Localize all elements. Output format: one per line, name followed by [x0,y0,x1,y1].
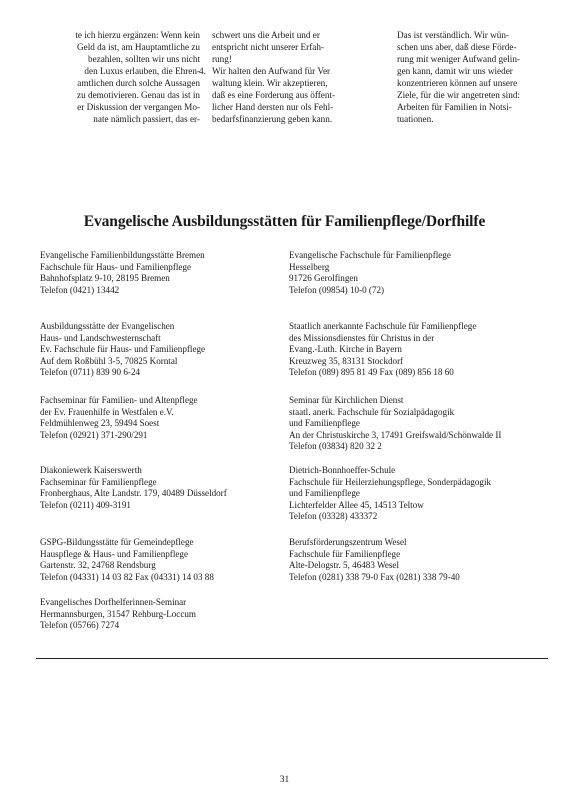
text-column-1 [50,29,200,125]
text-line: Ziele, für die wir angetreten sind: [397,90,520,100]
entry-line: Lichterfelder Allee 45, 14513 Teltow [289,499,424,510]
address-entry-2 [289,250,451,296]
text-line: Arbeiten für Familien in Notsi- [397,102,512,112]
entry-line: Telefon (05766) 7274 [40,620,120,630]
address-entry-7 [40,465,227,511]
entry-line: Telefon (0281) 338 79-0 Fax (0281) 338 79-40 [289,571,460,582]
address-entry-1 [40,250,205,296]
text-column-3 [397,29,545,125]
entry-line: Telefon (0421) 13442 [40,284,120,295]
text-line: Geld da ist, am Hauptamtliche zu [77,42,200,52]
text-line: daß es eine Forderung aus öffent- [212,90,336,100]
text-line: tuationen. [397,114,434,124]
entry-line: Ausbildungsstätte der Evangelischen [40,321,175,331]
entry-line: Diakoniewerk Kaiserswerth [40,465,142,475]
text-line: licher Hand dersten nur ols Fehl- [212,102,334,112]
text-line: waltung klein. Wir akzeptieren, [212,78,328,88]
text-line: er Diskussion der vergangen Mo- [77,102,200,112]
entry-line: Evangelische Fachschule für Familienpflege [289,250,451,260]
entry-line: Auf dem Roßbühl 3-5, 70825 Korntal [40,355,178,366]
entry-line: Hermannsburgen, 31547 Rehburg-Loccum [40,608,196,619]
text-line: den Luxus erlauben, die Ehren- [84,66,200,76]
entry-line: Hesselberg [289,261,330,272]
entry-line: Telefon (03834) 820 32 2 [289,441,382,451]
entry-line: des Missionsdienstes für Christus in der [289,332,435,343]
address-entry-5 [40,395,198,441]
address-entry-9 [40,537,214,583]
text-line: zu demotivieren. Genau das ist in [77,90,200,100]
text-line: Das ist verständlich. Wir wün- [397,30,509,40]
entry-line: Fachseminar für Familien- und Altenpflege [40,395,198,405]
numbered-line [199,65,364,77]
entry-line: Fachschule für Familienpflege [289,548,401,559]
entry-line: Dietrich-Bonnhoeffer-Schule [289,465,396,475]
entry-line: An der Christuskirche 3, 17491 Greifswald/Schönwalde II [289,429,502,440]
entry-line: Seminar für Kirchlichen Dienst [289,395,404,405]
entry-line: Evangelische Familienbildungsstätte Bremen [40,250,205,260]
entry-line: Gartenstr. 32, 24768 Rendsburg [40,560,156,570]
text-line: Wir halten den Aufwand für Ver [212,66,331,76]
entry-line: 91726 Gerolfingen [289,273,358,283]
entry-line: der Ev. Frauenhilfe in Westfalen e.V. [40,406,174,417]
address-entry-10 [289,537,460,583]
list-number: 4. [199,66,206,76]
text-line: gen kann, damit wir uns wieder [397,66,513,76]
entry-line: Fronberghaus, Alte Landstr. 179, 40489 Düsseldorf [40,488,227,498]
entry-line: Telefon (0711) 839 90 6-24 [40,367,141,377]
horizontal-rule [36,658,548,659]
entry-line: Telefon (09854) 10-0 (72) [289,284,385,295]
text-line: amtlichen durch solche Aussagen [77,78,200,88]
entry-line: Telefon (02921) 371-290/291 [40,429,148,440]
entry-line: Alte-Delogstr. 5, 46483 Wesel [289,560,399,570]
text-line: schen uns aber, daß diese Förde- [397,42,517,52]
entry-line: Bahnhofsplatz 9-10, 28195 Bremen [40,273,170,283]
text-line: nate nämlich passiert, das er- [93,114,200,124]
entry-line: Fachschule für Haus- und Familienpflege [40,261,192,272]
text-line: bezahlen, sollten wir uns nicht [87,54,200,64]
entry-line: GSPG-Bildungsstätte für Gemeindepflege [40,537,194,547]
entry-line: Fachseminar für Familienpflege [40,476,157,487]
entry-line: und Familienpflege [289,418,360,428]
address-entry-11 [40,597,196,632]
text-column-2 [199,29,364,125]
entry-line: Ev. Fachschule für Haus- und Familienpflege [40,344,206,354]
text-line: entspricht nicht unserer Erfah- [212,42,324,52]
entry-line: Berufsförderungszentrum Wesel [289,537,407,547]
entry-line: Feldmühlenweg 23, 59494 Soest [40,418,160,428]
text-line: schwert uns die Arbeit und er [212,30,320,40]
entry-line: Telefon (0211) 409-3191 [40,499,131,510]
entry-line: Hauspflege & Haus- und Familienpflege [40,548,188,559]
entry-line: Kreuzweg 35, 83131 Stockdorf [289,355,404,366]
text-line: te ich hierzu ergänzen: Wenn kein [75,30,200,40]
entry-line: Evang.-Luth. Kirche in Bayern [289,344,402,354]
entry-line: Evangelisches Dorfhelferinnen-Seminar [40,597,187,607]
text-line: rung! [212,54,232,64]
text-line: konzentrieren können auf unsere [397,78,518,88]
entry-line: Telefon (089) 895 81 49 Fax (089) 856 18 60 [289,367,454,377]
address-entry-6 [289,395,501,453]
entry-line: Staatlich anerkannte Fachschule für Familienpflege [289,321,477,331]
text-line: bedarfsfinanzierung geben kann. [212,114,333,124]
address-entry-3 [40,321,205,379]
entry-line: Fachschule für Heilerziehungspflege, Sonderpädagogik [289,476,492,487]
page-number: 31 [279,775,290,785]
section-heading: Evangelische Ausbildungsstätten für Familienpflege/Dorfhilfe [83,213,486,230]
entry-line: staatl. anerk. Fachschule für Sozialpädagogik [289,406,455,417]
entry-line: Haus- und Landschwesternschaft [40,332,161,343]
entry-line: und Familienpflege [289,488,360,498]
address-entry-8 [289,465,491,523]
entry-line: Telefon (03328) 433372 [289,511,378,521]
text-line: rung mit weniger Aufwand gelin- [397,54,520,64]
address-entry-4 [289,321,476,379]
entry-line: Telefon (04331) 14 03 82 Fax (04331) 14 03 88 [40,571,214,582]
